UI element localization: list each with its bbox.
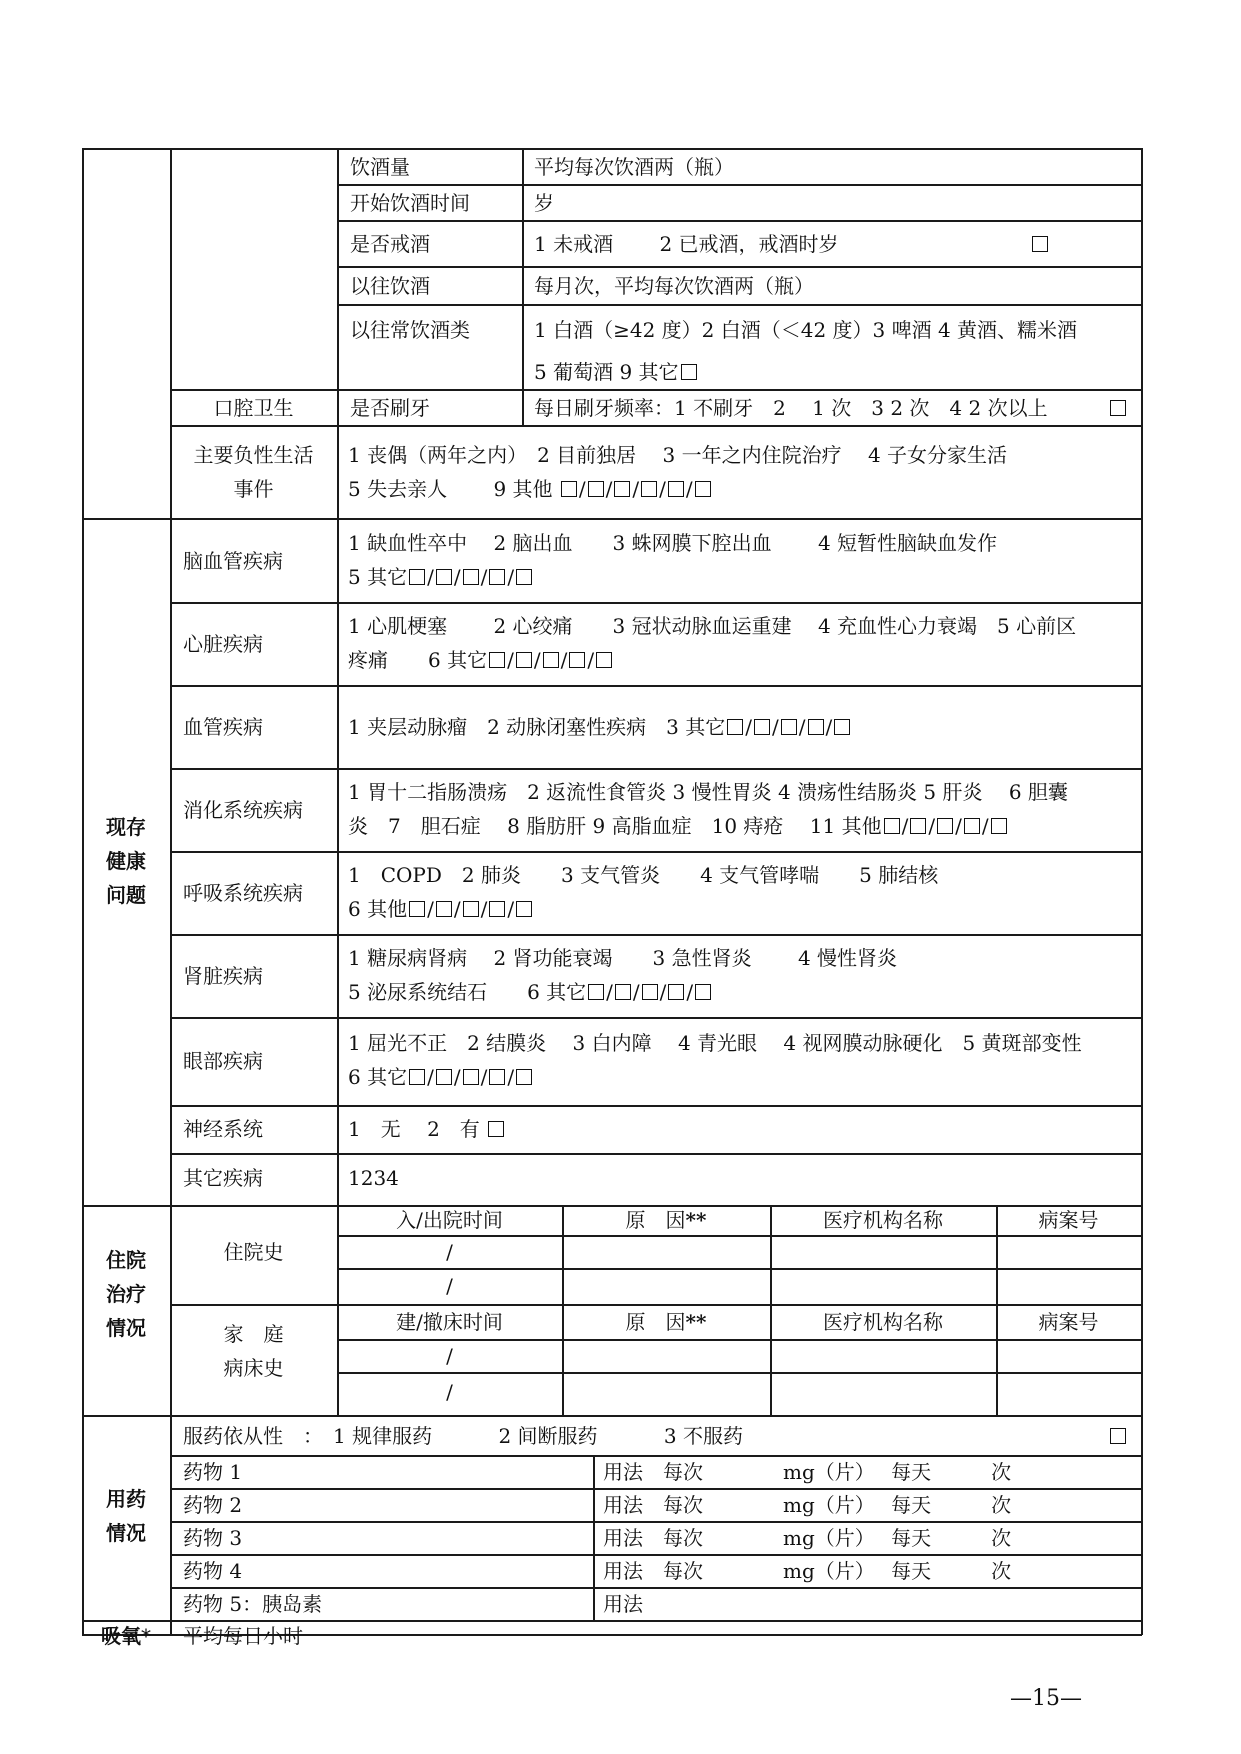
inpatient-label: 住院史 bbox=[223, 1240, 284, 1264]
med-usage-1: 用法 每次 mg（片） 每天 次 bbox=[603, 1460, 1012, 1484]
events-category-line2: 事件 bbox=[233, 477, 274, 501]
cerebro-line1: 1 缺血性卒中 2 脑出血 3 蛛网膜下腔出血 4 短暂性脑缺血发作 bbox=[348, 531, 998, 555]
alcohol-start-label: 开始饮酒时间 bbox=[350, 191, 470, 215]
home-row1-slash: / bbox=[446, 1344, 453, 1368]
oral-category: 口腔卫生 bbox=[213, 396, 294, 420]
vascular-label: 血管疾病 bbox=[183, 715, 263, 739]
alcohol-type-line2: 5 葡萄酒 9 其它 bbox=[534, 360, 699, 384]
med-usage-5: 用法 bbox=[603, 1592, 643, 1616]
home-bed-label-line1: 家 庭 bbox=[223, 1322, 284, 1346]
kidney-line2: 5 泌尿系统结石 6 其它 / / / / bbox=[348, 980, 713, 1004]
hospital-section-title-3: 情况 bbox=[106, 1316, 146, 1340]
meds-section-title-1: 用药 bbox=[106, 1487, 146, 1511]
home-reason-header: 原 因** bbox=[625, 1310, 707, 1334]
in-row1-slash: / bbox=[446, 1240, 453, 1264]
in-row2-slash: / bbox=[446, 1274, 453, 1298]
alcohol-quit-label: 是否戒酒 bbox=[350, 232, 430, 256]
meds-compliance: 服药依从性 ： 1 规律服药 2 间断服药 3 不服药 bbox=[183, 1424, 743, 1448]
med-usage-3: 用法 每次 mg（片） 每天 次 bbox=[603, 1526, 1012, 1550]
kidney-line1: 1 糖尿病肾病 2 肾功能衰竭 3 急性肾炎 4 慢性肾炎 bbox=[348, 946, 898, 970]
home-bed-label-line2: 病床史 bbox=[223, 1356, 284, 1380]
neuro-label: 神经系统 bbox=[183, 1117, 263, 1141]
health-section-title-2: 健康 bbox=[106, 849, 146, 873]
med-item-1: 药物 1 bbox=[183, 1460, 243, 1484]
med-item-2: 药物 2 bbox=[183, 1493, 243, 1517]
eye-line1: 1 屈光不正 2 结膜炎 3 白内障 4 青光眼 4 视网膜动脉硬化 5 黄斑部变性 bbox=[348, 1031, 1082, 1055]
neuro-value: 1 无 2 有 bbox=[348, 1117, 506, 1141]
page-number: —15— bbox=[1010, 1686, 1082, 1711]
oral-checkbox[interactable] bbox=[1108, 396, 1128, 420]
respiratory-line1: 1 COPD 2 肺炎 3 支气管炎 4 支气管哮喘 5 肺结核 bbox=[348, 863, 939, 887]
med-usage-2: 用法 每次 mg（片） 每天 次 bbox=[603, 1493, 1012, 1517]
home-record-header: 病案号 bbox=[1038, 1310, 1099, 1334]
events-line2: 5 失去亲人 9 其他 / / / / / bbox=[348, 477, 713, 501]
in-record-header: 病案号 bbox=[1038, 1208, 1099, 1232]
alcohol-type-checkbox[interactable] bbox=[681, 364, 697, 380]
med-usage-4: 用法 每次 mg（片） 每天 次 bbox=[603, 1559, 1012, 1583]
in-institution-header: 医疗机构名称 bbox=[823, 1208, 943, 1232]
home-row2-slash: / bbox=[446, 1380, 453, 1404]
events-category-line1: 主要负性生活 bbox=[193, 443, 314, 467]
events-line1: 1 丧偶（两年之内） 2 目前独居 3 一年之内住院治疗 4 子女分家生活 bbox=[348, 443, 1008, 467]
alcohol-start-value: 岁 bbox=[534, 191, 554, 215]
alcohol-past-value: 每月次，平均每次饮酒两（瓶） bbox=[534, 274, 814, 298]
eye-line2: 6 其它 / / / / bbox=[348, 1065, 534, 1089]
oral-label: 是否刷牙 bbox=[350, 396, 430, 420]
alcohol-amount-value: 平均每次饮酒两（瓶） bbox=[534, 155, 734, 179]
home-time-header: 建/撤床时间 bbox=[396, 1310, 503, 1334]
alcohol-type-label: 以往常饮酒类 bbox=[350, 318, 470, 342]
vascular-line1: 1 夹层动脉瘤 2 动脉闭塞性疾病 3 其它 / / / / bbox=[348, 715, 852, 739]
heart-line2: 疼痛 6 其它 / / / / bbox=[348, 648, 614, 672]
heart-line1: 1 心肌梗塞 2 心绞痛 3 冠状动脉血运重建 4 充血性心力衰竭 5 心前区 bbox=[348, 614, 1077, 638]
other-disease-value: 1234 bbox=[348, 1166, 399, 1190]
alcohol-quit-value: 1 未戒酒 2 已戒酒，戒酒时岁 bbox=[534, 232, 839, 256]
in-time-header: 入/出院时间 bbox=[396, 1208, 503, 1232]
med-item-3: 药物 3 bbox=[183, 1526, 243, 1550]
med-item-5: 药物 5：胰岛素 bbox=[183, 1592, 323, 1616]
home-institution-header: 医疗机构名称 bbox=[823, 1310, 943, 1334]
digestive-line2: 炎 7 胆石症 8 脂肪肝 9 高脂血症 10 痔疮 11 其他 / / / / bbox=[348, 814, 1009, 838]
cerebro-label: 脑血管疾病 bbox=[183, 549, 283, 573]
digestive-line1: 1 胃十二指肠溃疡 2 返流性食管炎 3 慢性胃炎 4 溃疡性结肠炎 5 肝炎 6 胆囊 bbox=[348, 780, 1068, 804]
hospital-section-title-2: 治疗 bbox=[106, 1282, 146, 1306]
heart-label: 心脏疾病 bbox=[183, 632, 263, 656]
kidney-label: 肾脏疾病 bbox=[183, 964, 263, 988]
eye-label: 眼部疾病 bbox=[183, 1049, 263, 1073]
oxygen-label: 吸氧* bbox=[101, 1624, 151, 1648]
in-reason-header: 原 因** bbox=[625, 1208, 707, 1232]
alcohol-type-line1: 1 白酒（≥42 度）2 白酒（＜42 度）3 啤酒 4 黄酒、糯米酒 bbox=[534, 318, 1078, 342]
meds-compliance-checkbox[interactable] bbox=[1108, 1424, 1128, 1448]
med-item-4: 药物 4 bbox=[183, 1559, 243, 1583]
oxygen-value: 平均每日小时 bbox=[183, 1624, 303, 1648]
other-disease-label: 其它疾病 bbox=[183, 1166, 263, 1190]
health-section-title-3: 问题 bbox=[106, 883, 146, 907]
respiratory-label: 呼吸系统疾病 bbox=[183, 881, 303, 905]
respiratory-line2: 6 其他 / / / / bbox=[348, 897, 534, 921]
oral-value: 每日刷牙频率：1 不刷牙 2 1 次 3 2 次 4 2 次以上 bbox=[534, 396, 1048, 420]
hospital-section-title-1: 住院 bbox=[106, 1248, 146, 1272]
health-section-title-1: 现存 bbox=[106, 815, 146, 839]
cerebro-line2: 5 其它 / / / / bbox=[348, 565, 534, 589]
meds-section-title-2: 情况 bbox=[106, 1521, 146, 1545]
alcohol-amount-label: 饮酒量 bbox=[350, 155, 410, 179]
alcohol-past-label: 以往饮酒 bbox=[350, 274, 430, 298]
alcohol-quit-checkbox[interactable] bbox=[1030, 232, 1050, 256]
digestive-label: 消化系统疾病 bbox=[183, 798, 303, 822]
